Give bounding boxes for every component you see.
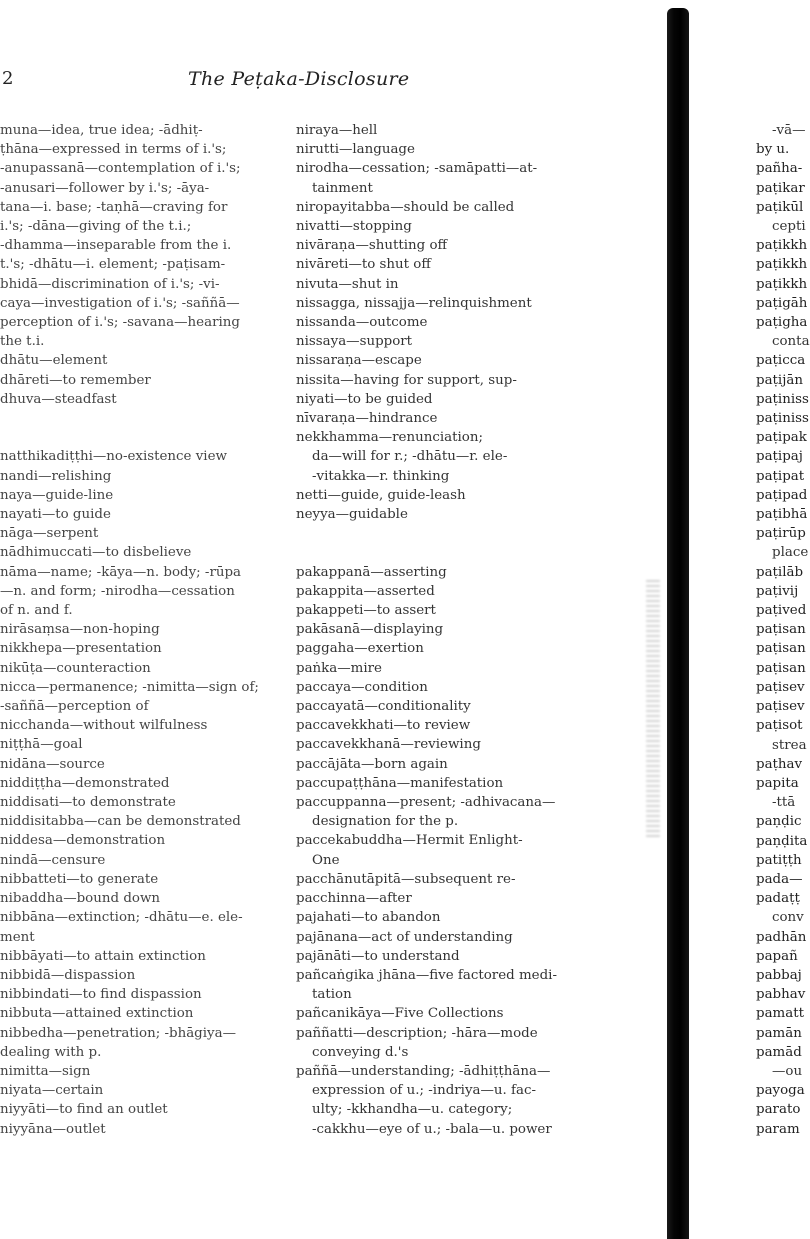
- glossary-entry: nivāraṇa—shutting off: [296, 238, 448, 254]
- glossary-entry: paṭigāh: [756, 295, 808, 311]
- glossary-entry: nibbatteti—to generate: [0, 871, 159, 887]
- glossary-entry: nimitta—sign: [0, 1063, 91, 1079]
- glossary-entry: dhātu—element: [0, 353, 108, 369]
- glossary-column-right: [756, 121, 810, 1139]
- glossary-entry: nāma—name; -kāya—n. body; -rūpa: [0, 564, 242, 580]
- glossary-column-left: [0, 121, 280, 1139]
- glossary-entry: nekkhamma—renunciation;: [296, 430, 483, 446]
- glossary-entry: paṭikar: [756, 180, 805, 196]
- glossary-entry: dhuva—steadfast: [0, 391, 117, 407]
- glossary-entry: pajānana—act of understanding: [296, 929, 513, 945]
- glossary-entry: pakappanā—asserting: [296, 564, 447, 580]
- glossary-entry: i.'s; -dāna—giving of the t.i.;: [0, 219, 192, 235]
- gutter-shadow: [646, 580, 660, 840]
- glossary-entry: paṭipat: [756, 468, 805, 484]
- glossary-entry: paṭisev: [756, 699, 805, 715]
- glossary-entry: of n. and f.: [0, 603, 73, 619]
- glossary-entry: pamād: [756, 1044, 802, 1060]
- glossary-entry: nindā—censure: [0, 852, 106, 868]
- glossary-entry: nandi—relishing: [0, 468, 112, 484]
- glossary-entry: nirodha—cessation; -samāpatti—at-: [296, 161, 538, 177]
- glossary-entry: netti—guide, guide-leash: [296, 487, 466, 503]
- glossary-entry: pabhav: [756, 987, 806, 1003]
- glossary-entry: pamān: [756, 1025, 802, 1041]
- glossary-entry: paṭisev: [756, 679, 805, 695]
- glossary-entry: nissagga, nissajja—relinquishment: [296, 295, 532, 311]
- glossary-entry: papañ: [756, 948, 798, 964]
- glossary-entry: nādhimuccati—to disbelieve: [0, 545, 192, 561]
- glossary-entry: pakappeti—to assert: [296, 603, 436, 619]
- glossary-entry: tana—i. base; -taṇhā—craving for: [0, 199, 228, 215]
- glossary-continuation-line: strea: [772, 737, 807, 753]
- glossary-entry: by u.: [756, 142, 790, 158]
- glossary-entry: pañcaṅgika jhāna—five factored medi-: [296, 967, 557, 983]
- glossary-continuation-line: expression of u.; -indriya—u. fac-: [312, 1083, 536, 1099]
- glossary-entry: neyya—guidable: [296, 507, 408, 523]
- glossary-entry: niddisitabba—can be demonstrated: [0, 814, 241, 830]
- glossary-entry: nibbedha—penetration; -bhāgiya—: [0, 1025, 236, 1041]
- glossary-entry: pajahati—to abandon: [296, 910, 441, 926]
- glossary-entry: paccayatā—conditionality: [296, 699, 471, 715]
- glossary-column-middle: [296, 121, 596, 1139]
- glossary-entry: paccājāta—born again: [296, 756, 448, 772]
- glossary-continuation-line: -vitakka—r. thinking: [312, 468, 450, 484]
- glossary-entry: the t.i.: [0, 334, 45, 350]
- glossary-entry: papita: [756, 775, 799, 791]
- glossary-entry: dhāreti—to remember: [0, 372, 151, 388]
- glossary-entry: bhidā—discrimination of i.'s; -vi-: [0, 276, 220, 292]
- glossary-entry: padaṭṭ: [756, 891, 800, 907]
- glossary-entry: pakāsanā—displaying: [296, 622, 444, 638]
- glossary-entry: paccavekkhanā—reviewing: [296, 737, 481, 753]
- glossary-entry: nicchanda—without wilfulness: [0, 718, 208, 734]
- glossary-entry: pajānāti—to understand: [296, 948, 460, 964]
- glossary-entry: paṭikkh: [756, 276, 808, 292]
- glossary-entry: niṭṭhā—goal: [0, 737, 83, 753]
- running-head: The Peṭaka-Disclosure: [188, 68, 410, 90]
- letter-section-gap: [296, 524, 596, 543]
- glossary-entry: paṭipad: [756, 487, 808, 503]
- glossary-entry: nivāreti—to shut off: [296, 257, 431, 273]
- glossary-entry: natthikadiṭṭhi—no-existence view: [0, 449, 227, 465]
- glossary-entry: nibbindati—to find dispassion: [0, 987, 202, 1003]
- glossary-entry: paccaya—condition: [296, 679, 428, 695]
- glossary-entry: paṭived: [756, 603, 807, 619]
- glossary-entry: nibbāna—extinction; -dhātu—e. ele-: [0, 910, 243, 926]
- glossary-entry: perception of i.'s; -savana—hearing: [0, 315, 240, 331]
- glossary-entry: paṭikūl: [756, 199, 804, 215]
- page-number: 2: [2, 68, 14, 89]
- glossary-entry: paññā—understanding; -ādhiṭṭhāna—: [296, 1063, 551, 1079]
- glossary-entry: naya—guide-line: [0, 487, 114, 503]
- glossary-entry: pañcanikāya—Five Collections: [296, 1006, 504, 1022]
- letter-section-gap: [0, 428, 280, 447]
- glossary-entry: pañha-: [756, 161, 803, 177]
- glossary-entry: paṭisan: [756, 660, 806, 676]
- glossary-continuation-line: place: [772, 545, 809, 561]
- glossary-entry: paṭhav: [756, 756, 803, 772]
- glossary-entry: paṇḍita: [756, 833, 808, 849]
- glossary-entry: paṭikkh: [756, 238, 808, 254]
- glossary-entry: niyata—certain: [0, 1083, 104, 1099]
- glossary-entry: nikkhepa—presentation: [0, 641, 162, 657]
- glossary-continuation-line: -ttā: [772, 795, 796, 811]
- glossary-entry: pada—: [756, 871, 803, 887]
- glossary-entry: paññatti—description; -hāra—mode: [296, 1025, 538, 1041]
- glossary-continuation-line: conv: [772, 910, 804, 926]
- glossary-entry: niddiṭṭha—demonstrated: [0, 775, 170, 791]
- glossary-entry: nāga—serpent: [0, 526, 99, 542]
- glossary-entry: -dhamma—inseparable from the i.: [0, 238, 232, 254]
- glossary-entry: caya—investigation of i.'s; -saññā—: [0, 295, 240, 311]
- glossary-continuation-line: cepti: [772, 219, 806, 235]
- letter-section-gap: [296, 543, 596, 562]
- glossary-entry: muna—idea, true idea; -ādhiṭ-: [0, 123, 203, 138]
- glossary-continuation-line: conta: [772, 334, 810, 350]
- glossary-entry: paṭipaj: [756, 449, 803, 465]
- glossary-entry: niyyāna—outlet: [0, 1121, 106, 1137]
- glossary-entry: niddisati—to demonstrate: [0, 795, 176, 811]
- glossary-entry: -anupassanā—contemplation of i.'s;: [0, 161, 241, 177]
- glossary-entry: nibbuta—attained extinction: [0, 1006, 194, 1022]
- glossary-entry: parato: [756, 1102, 801, 1118]
- glossary-entry: patiṭṭh: [756, 852, 802, 868]
- glossary-entry: paṭirūp: [756, 526, 806, 542]
- glossary-entry: nissaraṇa—escape: [296, 353, 422, 369]
- glossary-entry: paṭisot: [756, 718, 803, 734]
- glossary-entry: nirutti—language: [296, 142, 415, 158]
- glossary-entry: paṭicca: [756, 353, 806, 369]
- glossary-entry: nissita—having for support, sup-: [296, 372, 517, 388]
- glossary-continuation-line: da—will for r.; -dhātu—r. ele-: [312, 449, 508, 465]
- glossary-continuation-line: conveying d.'s: [312, 1044, 409, 1060]
- glossary-entry: nikūṭa—counteraction: [0, 660, 151, 676]
- glossary-entry: param: [756, 1121, 800, 1137]
- glossary-entry: pacchānutāpitā—subsequent re-: [296, 871, 516, 887]
- glossary-entry: paṇḍic: [756, 814, 802, 830]
- glossary-entry: paccupaṭṭhāna—manifestation: [296, 775, 504, 791]
- glossary-entry: padhān: [756, 929, 807, 945]
- glossary-entry: paṭiniss: [756, 391, 809, 407]
- glossary-entry: nissaya—support: [296, 334, 413, 350]
- glossary-entry: nibbāyati—to attain extinction: [0, 948, 206, 964]
- glossary-continuation-line: —ou: [772, 1063, 803, 1079]
- glossary-entry: niraya—hell: [296, 123, 378, 138]
- glossary-entry: paggaha—exertion: [296, 641, 424, 657]
- glossary-entry: —n. and form; -nirodha—cessation: [0, 583, 235, 599]
- glossary-entry: paṭisan: [756, 622, 806, 638]
- glossary-entry: dealing with p.: [0, 1044, 102, 1060]
- glossary-entry: pacchinna—after: [296, 891, 412, 907]
- glossary-continuation-line: tation: [312, 987, 352, 1003]
- glossary-entry: nicca—permanence; -nimitta—sign of;: [0, 679, 259, 695]
- glossary-entry: niropayitabba—should be called: [296, 199, 515, 215]
- glossary-continuation-line: tainment: [312, 180, 373, 196]
- glossary-entry: paṅka—mire: [296, 660, 382, 676]
- glossary-entry: nayati—to guide: [0, 507, 111, 523]
- glossary-entry: ṭhāna—expressed in terms of i.'s;: [0, 142, 227, 158]
- glossary-entry: payoga: [756, 1083, 805, 1099]
- glossary-entry: -anusari—follower by i.'s; -āya-: [0, 180, 210, 196]
- glossary-entry: nidāna—source: [0, 756, 105, 772]
- glossary-entry: paccuppanna—present; -adhivacana—: [296, 795, 556, 811]
- glossary-entry: paṭijān: [756, 372, 803, 388]
- glossary-entry: paṭilāb: [756, 564, 804, 580]
- glossary-entry: nirāsaṃsa—non-hoping: [0, 622, 160, 638]
- glossary-entry: nīvaraṇa—hindrance: [296, 411, 438, 427]
- glossary-entry: nivatti—stopping: [296, 219, 412, 235]
- glossary-entry: pabbaj: [756, 967, 802, 983]
- glossary-entry: niddesa—demonstration: [0, 833, 166, 849]
- glossary-entry: t.'s; -dhātu—i. element; -paṭisam-: [0, 257, 226, 273]
- glossary-entry: paṭikkh: [756, 257, 808, 273]
- glossary-continuation-line: One: [312, 852, 340, 868]
- glossary-continuation-line: -vā—: [772, 123, 806, 138]
- book-gutter: [667, 8, 689, 1239]
- glossary-entry: paṭibhā: [756, 507, 808, 523]
- glossary-entry: -saññā—perception of: [0, 699, 149, 715]
- glossary-continuation-line: -cakkhu—eye of u.; -bala—u. power: [312, 1121, 552, 1137]
- glossary-entry: pamatt: [756, 1006, 804, 1022]
- glossary-entry: paṭiniss: [756, 411, 809, 427]
- glossary-entry: pakappita—asserted: [296, 583, 435, 599]
- glossary-continuation-line: ulty; -kkhandha—u. category;: [312, 1102, 513, 1118]
- glossary-entry: ment: [0, 929, 35, 945]
- glossary-entry: niyati—to be guided: [296, 391, 433, 407]
- glossary-entry: paccavekkhati—to review: [296, 718, 471, 734]
- glossary-entry: nibaddha—bound down: [0, 891, 161, 907]
- glossary-entry: niyyāti—to find an outlet: [0, 1102, 168, 1118]
- glossary-entry: nissanda—outcome: [296, 315, 428, 331]
- glossary-entry: paṭigha: [756, 315, 808, 331]
- glossary-entry: paṭisan: [756, 641, 806, 657]
- glossary-entry: nivuta—shut in: [296, 276, 399, 292]
- glossary-entry: paṭipak: [756, 430, 807, 446]
- glossary-continuation-line: designation for the p.: [312, 814, 459, 830]
- glossary-entry: paccekabuddha—Hermit Enlight-: [296, 833, 523, 849]
- glossary-entry: nibbidā—dispassion: [0, 967, 136, 983]
- glossary-entry: paṭivij: [756, 583, 799, 599]
- letter-section-gap: [0, 409, 280, 428]
